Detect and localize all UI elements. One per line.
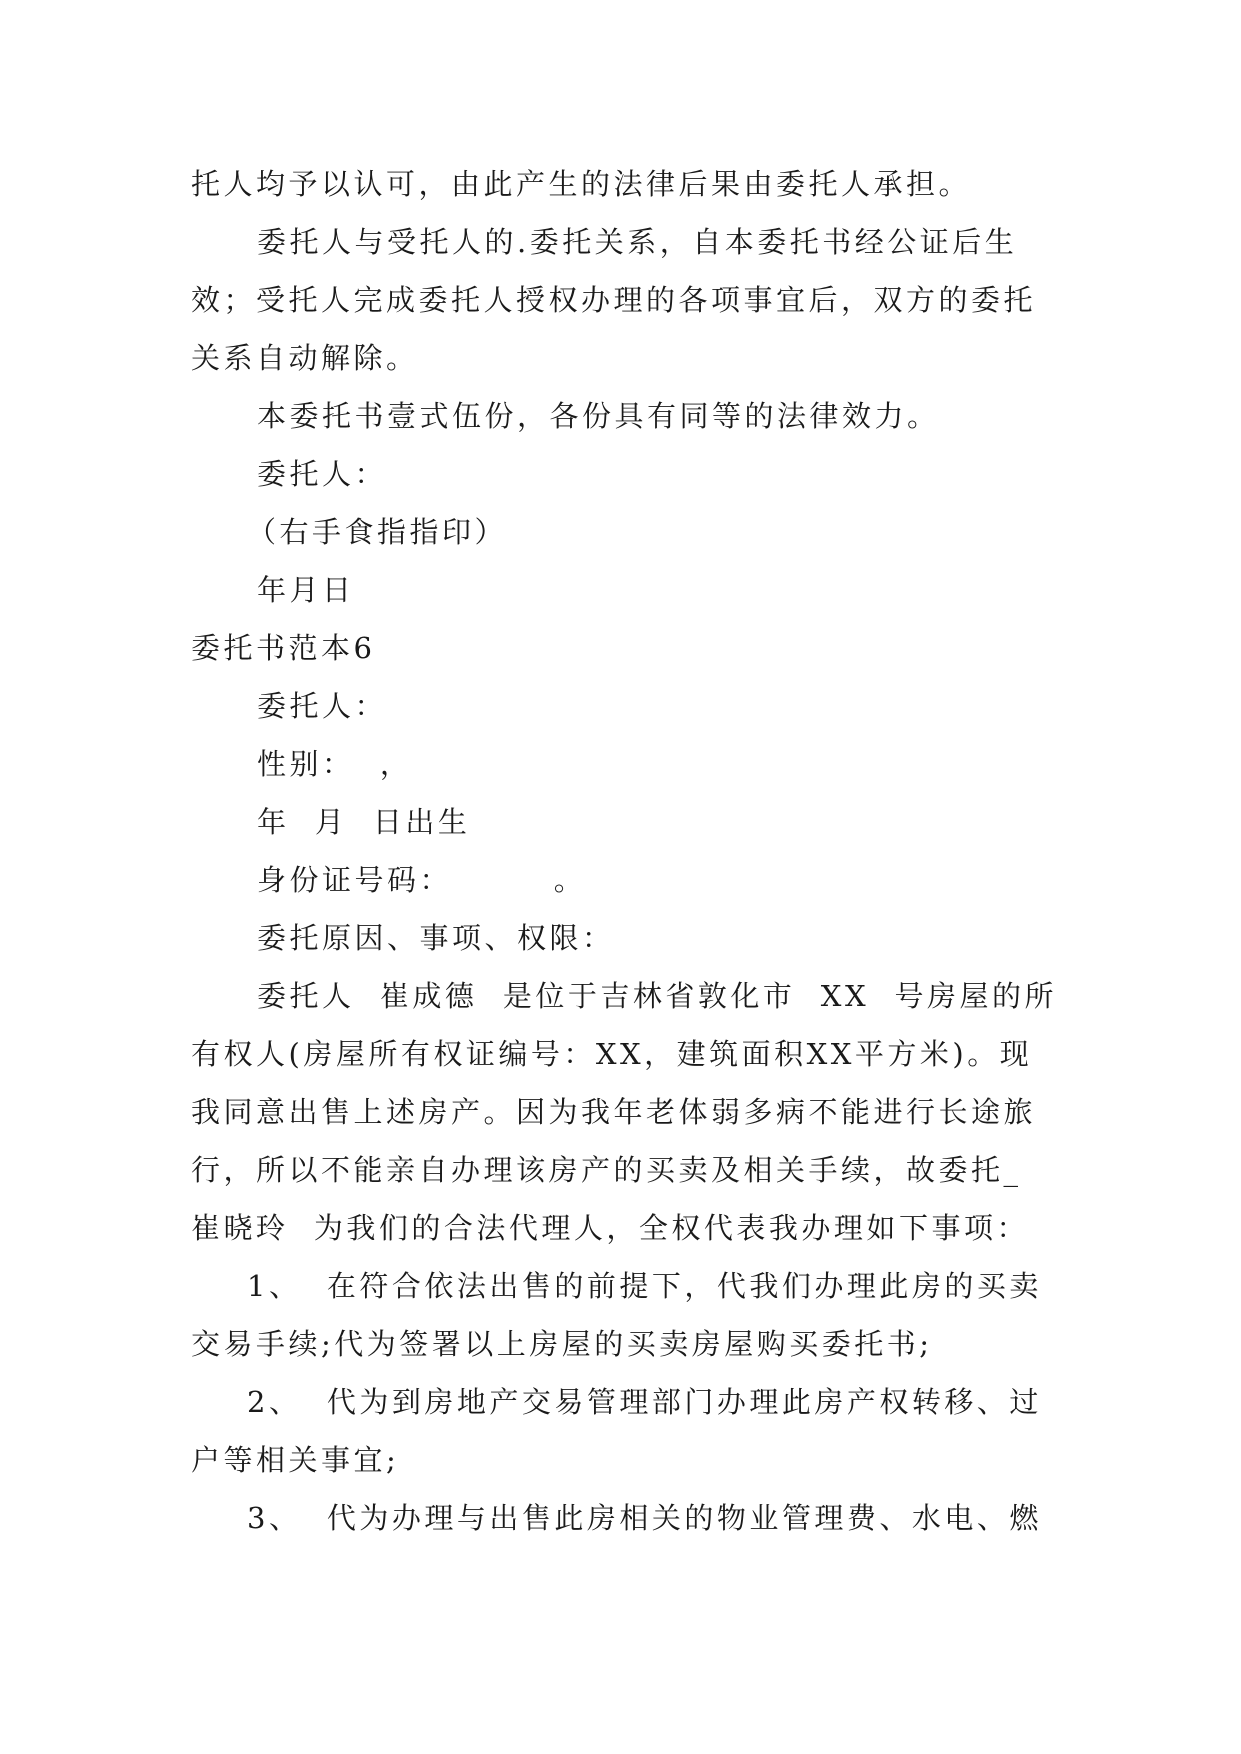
list-item-2: 2、 代为到房地产交易管理部门办理此房产权转移、过 (247, 1385, 1042, 1419)
field-birthdate: 年 月 日出生 (257, 805, 471, 839)
list-item-1: 1、 在符合依法出售的前提下，代我们办理此房的买卖 (247, 1269, 1042, 1303)
field-id-number: 身份证号码： 。 (257, 863, 587, 897)
text-line: 户等相关事宜; (191, 1443, 400, 1477)
text-line: 崔晓玲 为我们的合法代理人，全权代表我办理如下事项： (191, 1211, 1029, 1245)
text-line: 关系自动解除。 (191, 341, 419, 375)
text-line: 行，所以不能亲自办理该房产的买卖及相关手续，故委托_ (191, 1153, 1022, 1187)
text-line: 我同意出售上述房产。因为我年老体弱多病不能进行长途旅 (191, 1095, 1037, 1129)
text-line: 委托人 崔成德 是位于吉林省敦化市 XX 号房屋的所 (257, 979, 1058, 1013)
text-line: 效；受托人完成委托人授权办理的各项事宜后，双方的委托 (191, 283, 1037, 317)
text-line: 委托人与受托人的.委托关系，自本委托书经公证后生 (257, 225, 1018, 259)
date-line: 年月日 (257, 573, 355, 607)
section-heading: 委托书范本6 (191, 631, 376, 665)
field-principal: 委托人： (257, 689, 388, 723)
fingerprint-note: （右手食指指印） (247, 515, 508, 549)
text-line: 交易手续;代为签署以上房屋的买卖房屋购买委托书; (191, 1327, 933, 1361)
field-reason: 委托原因、事项、权限： (257, 921, 615, 955)
text-line: 托人均予以认可，由此产生的法律后果由委托人承担。 (191, 167, 972, 201)
signature-label: 委托人： (257, 457, 388, 491)
text-line: 有权人(房屋所有权证编号：XX，建筑面积XX平方米)。现 (191, 1037, 1033, 1071)
text-line: 本委托书壹式伍份，各份具有同等的法律效力。 (257, 399, 940, 433)
document-body (191, 155, 1058, 1547)
list-item-3: 3、 代为办理与出售此房相关的物业管理费、水电、燃 (247, 1501, 1042, 1535)
field-gender: 性别： ， (257, 747, 413, 781)
